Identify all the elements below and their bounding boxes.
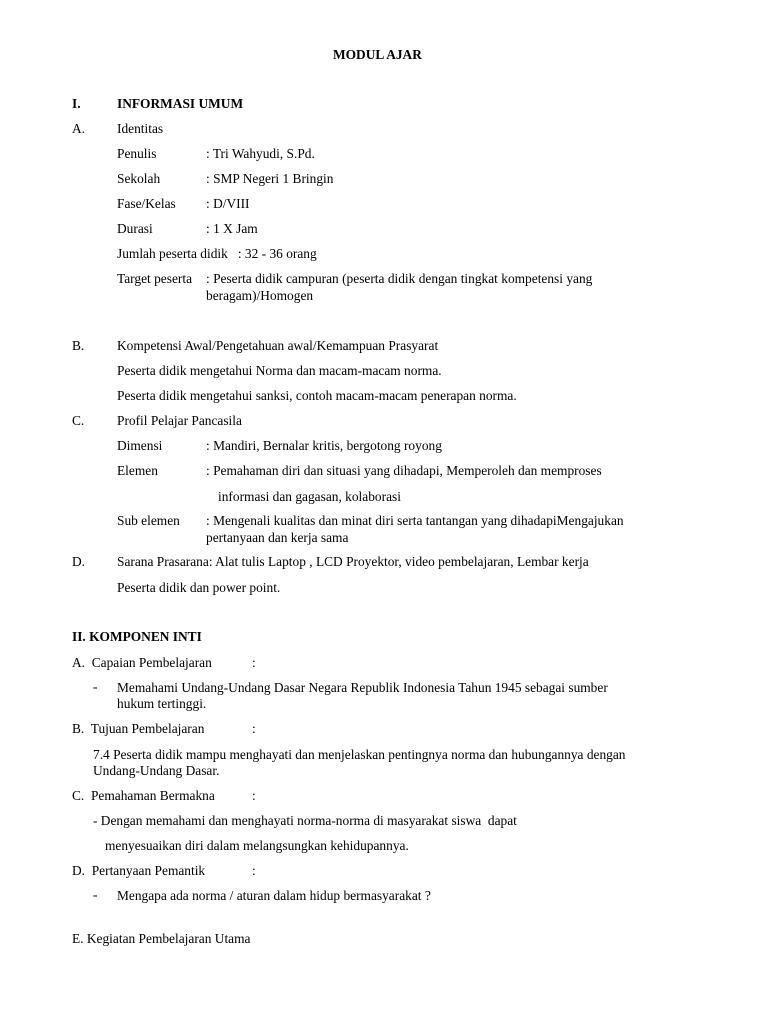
dimensi-value: : Mandiri, Bernalar kritis, bergotong royong	[206, 438, 442, 453]
tujuan-heading: B. Tujuan Pembelajaran	[72, 721, 205, 736]
document-title: MODUL AJAR	[333, 47, 422, 62]
capaian-colon: :	[252, 655, 256, 670]
pemahaman-heading: C. Pemahaman Bermakna	[72, 788, 215, 803]
penulis-label: Penulis	[117, 146, 157, 161]
elemen-value-line1: : Pemahaman diri dan situasi yang dihadapi, Memperoleh dan memproses	[206, 463, 602, 478]
elemen-value-line2: informasi dan gagasan, kolaborasi	[218, 489, 401, 504]
capaian-heading: A. Capaian Pembelajaran	[72, 655, 212, 670]
pemantik-colon: :	[252, 863, 256, 878]
sub-elemen-value-line1: : Mengenali kualitas dan minat diri serta tantangan yang dihadapiMengajukan	[206, 513, 624, 528]
capaian-line-1: Memahami Undang-Undang Dasar Negara Republik Indonesia Tahun 1945 sebagai sumber	[117, 680, 608, 695]
section-2-heading: II. KOMPONEN INTI	[72, 629, 202, 644]
pemahaman-line-2: menyesuaikan diri dalam melangsungkan kehidupannya.	[105, 838, 409, 853]
sekolah-label: Sekolah	[117, 171, 161, 186]
elemen-label: Elemen	[117, 463, 158, 478]
capaian-bullet: -	[93, 679, 98, 694]
target-peserta-value-line2: beragam)/Homogen	[206, 288, 314, 303]
kegiatan-heading: E. Kegiatan Pembelajaran Utama	[72, 931, 251, 946]
identitas-heading: Identitas	[117, 121, 164, 136]
sekolah-value: : SMP Negeri 1 Bringin	[206, 171, 334, 186]
kompetensi-heading: Kompetensi Awal/Pengetahuan awal/Kemampuan Prasyarat	[117, 338, 439, 353]
pemantik-bullet: -	[93, 887, 98, 902]
target-peserta-label: Target peserta	[117, 271, 193, 286]
kompetensi-line-1: Peserta didik mengetahui Norma dan macam-macam norma.	[117, 363, 442, 378]
section-1-number: I.	[72, 96, 81, 111]
kompetensi-line-2: Peserta didik mengetahui sanksi, contoh macam-macam penerapan norma.	[117, 388, 517, 403]
capaian-line-2: hukum tertinggi.	[117, 696, 207, 711]
durasi-label: Durasi	[117, 221, 153, 236]
profil-heading: Profil Pelajar Pancasila	[117, 413, 242, 428]
subsection-a-letter: A.	[72, 121, 86, 136]
jumlah-peserta: Jumlah peserta didik : 32 - 36 orang	[117, 246, 317, 261]
durasi-value: : 1 X Jam	[206, 221, 258, 236]
fase-kelas-label: Fase/Kelas	[117, 196, 176, 211]
pemantik-heading: D. Pertanyaan Pemantik	[72, 863, 206, 878]
target-peserta-value-line1: : Peserta didik campuran (peserta didik dengan tingkat kompetensi yang	[206, 271, 593, 286]
subsection-c-letter: C.	[72, 413, 85, 428]
sub-elemen-label: Sub elemen	[117, 513, 180, 528]
sub-elemen-value-line2: pertanyaan dan kerja sama	[206, 530, 349, 545]
subsection-b-letter: B.	[72, 338, 85, 353]
pemahaman-line-1: - Dengan memahami dan menghayati norma-norma di masyarakat siswa dapat	[93, 813, 517, 828]
tujuan-line-1: 7.4 Peserta didik mampu menghayati dan menjelaskan pentingnya norma dan hubungannya dengan	[93, 747, 626, 762]
dimensi-label: Dimensi	[117, 438, 163, 453]
subsection-d-letter: D.	[72, 554, 86, 569]
sarana-line-2: Peserta didik dan power point.	[117, 580, 281, 595]
section-1-heading: INFORMASI UMUM	[117, 96, 244, 111]
fase-kelas-value: : D/VIII	[206, 196, 250, 211]
tujuan-colon: :	[252, 721, 256, 736]
sarana-line-1: Sarana Prasarana: Alat tulis Laptop , LCD Proyektor, video pembelajaran, Lembar kerja	[117, 554, 589, 569]
penulis-value: : Tri Wahyudi, S.Pd.	[206, 146, 315, 161]
pemantik-line-1: Mengapa ada norma / aturan dalam hidup bermasyarakat ?	[117, 888, 431, 903]
pemahaman-colon: :	[252, 788, 256, 803]
tujuan-line-2: Undang-Undang Dasar.	[93, 763, 220, 778]
